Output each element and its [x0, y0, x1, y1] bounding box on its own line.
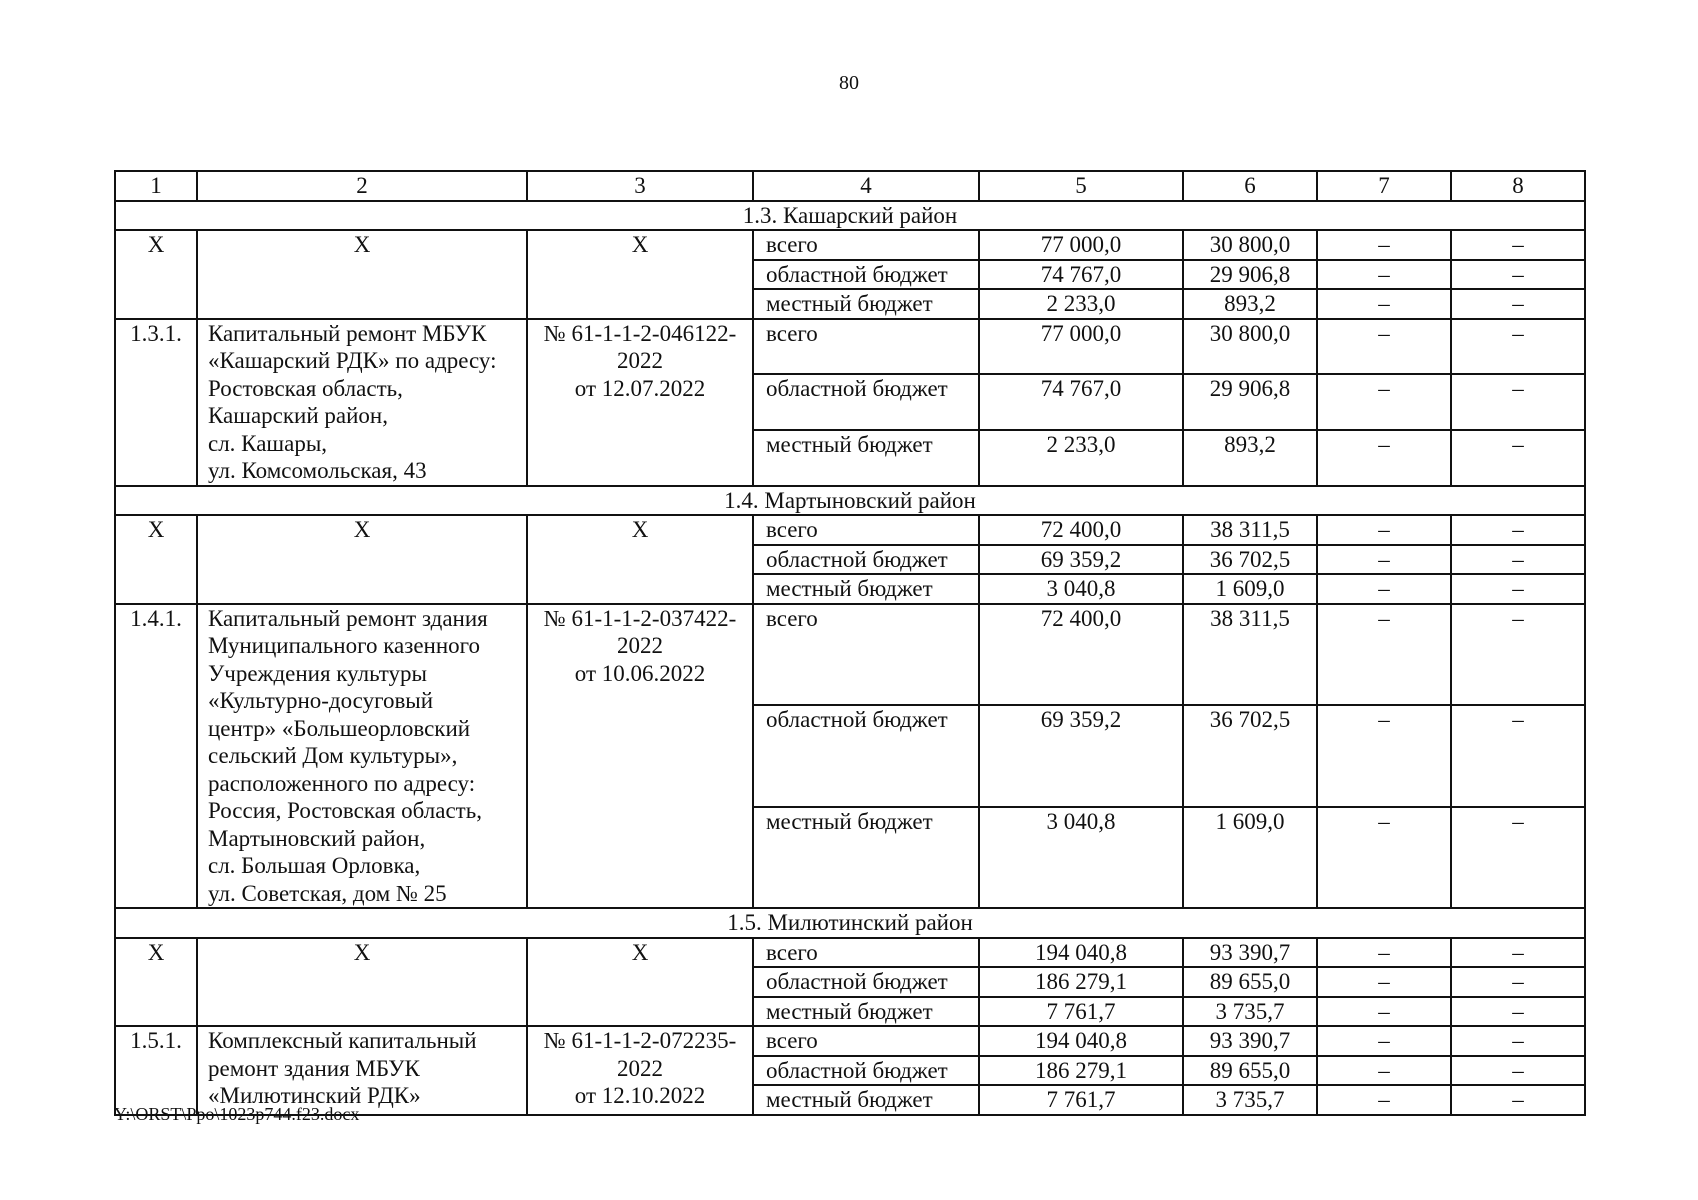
- value-col-7: –: [1317, 230, 1451, 260]
- item-document-line: от 10.06.2022: [574, 660, 706, 686]
- budget-type-label: всего: [753, 319, 979, 375]
- item-document: [527, 319, 753, 486]
- value-col-8: –: [1451, 230, 1585, 260]
- value-col-8: –: [1451, 967, 1585, 997]
- item-document-line: 2022: [617, 633, 663, 658]
- summary-number: X: [115, 515, 197, 604]
- value-col-7: –: [1317, 1085, 1451, 1115]
- budget-type-label: областной бюджет: [753, 967, 979, 997]
- value-col-7: –: [1317, 515, 1451, 545]
- value-col-7: –: [1317, 938, 1451, 968]
- value-col-7: –: [1317, 1026, 1451, 1056]
- item-name-line: центр» «Большеорловский: [208, 715, 471, 741]
- budget-type-label: местный бюджет: [753, 430, 979, 486]
- value-col-5: 3 040,8: [979, 807, 1183, 909]
- value-col-7: –: [1317, 604, 1451, 706]
- item-name-line: сл. Кашары,: [208, 430, 328, 456]
- budget-type-label: всего: [753, 230, 979, 260]
- section-header-row: [115, 908, 1585, 938]
- value-col-6: 38 311,5: [1183, 604, 1317, 706]
- value-col-6: 89 655,0: [1183, 967, 1317, 997]
- value-col-7: –: [1317, 430, 1451, 486]
- item-name-line: «Милютинский РДК»: [208, 1083, 421, 1108]
- item-document-line: № 61-1-1-2-046122-: [543, 320, 737, 346]
- budget-type-label: областной бюджет: [753, 545, 979, 575]
- value-col-8: –: [1451, 1085, 1585, 1115]
- value-col-8: –: [1451, 515, 1585, 545]
- item-name-line: Муниципального казенного: [208, 633, 481, 658]
- section-title: 1.5. Милютинский район: [115, 908, 1585, 938]
- column-number-row: [115, 171, 1585, 201]
- value-col-5: 7 761,7: [979, 1085, 1183, 1115]
- budget-type-label: областной бюджет: [753, 705, 979, 807]
- value-col-6: 89 655,0: [1183, 1056, 1317, 1086]
- item-document-line: 2022: [617, 348, 663, 373]
- budget-type-label: местный бюджет: [753, 574, 979, 604]
- summary-number: X: [115, 938, 197, 1027]
- value-col-8: –: [1451, 938, 1585, 968]
- item-number: 1.5.1.: [115, 1026, 197, 1115]
- value-col-7: –: [1317, 260, 1451, 290]
- value-col-5: 186 279,1: [979, 967, 1183, 997]
- value-col-6: 3 735,7: [1183, 997, 1317, 1027]
- item-number: 1.4.1.: [115, 604, 197, 909]
- column-number: 5: [979, 171, 1183, 201]
- section-title: 1.4. Мартыновский район: [115, 486, 1585, 516]
- value-col-6: 893,2: [1183, 289, 1317, 319]
- value-col-6: 30 800,0: [1183, 230, 1317, 260]
- item-number: 1.3.1.: [115, 319, 197, 486]
- value-col-8: –: [1451, 430, 1585, 486]
- item-name: [197, 319, 527, 486]
- value-col-7: –: [1317, 807, 1451, 909]
- summary-name: X: [197, 938, 527, 1027]
- value-col-6: 93 390,7: [1183, 1026, 1317, 1056]
- item-document-line: № 61-1-1-2-072235-: [543, 1028, 737, 1053]
- summary-row: [115, 938, 1585, 968]
- item-name-line: ул. Комсомольская, 43: [208, 458, 427, 483]
- value-col-6: 29 906,8: [1183, 374, 1317, 430]
- page-number: 80: [839, 72, 859, 94]
- value-col-5: 69 359,2: [979, 705, 1183, 807]
- value-col-6: 1 609,0: [1183, 807, 1317, 909]
- item-name-line: сл. Большая Орловка,: [208, 853, 421, 878]
- column-number: 3: [527, 171, 753, 201]
- item-name-line: Капитальный ремонт МБУК: [208, 320, 487, 346]
- item-name-line: «Кашарский РДК» по адресу:: [208, 348, 497, 373]
- value-col-8: –: [1451, 1026, 1585, 1056]
- value-col-5: 74 767,0: [979, 260, 1183, 290]
- value-col-5: 77 000,0: [979, 319, 1183, 375]
- value-col-5: 194 040,8: [979, 938, 1183, 968]
- budget-table: [114, 170, 1586, 1116]
- value-col-8: –: [1451, 705, 1585, 807]
- value-col-6: 3 735,7: [1183, 1085, 1317, 1115]
- item-name: [197, 1026, 527, 1115]
- value-col-6: 38 311,5: [1183, 515, 1317, 545]
- value-col-5: 3 040,8: [979, 574, 1183, 604]
- budget-type-label: всего: [753, 938, 979, 968]
- item-document: [527, 1026, 753, 1115]
- item-row: [115, 1026, 1585, 1056]
- budget-type-label: областной бюджет: [753, 374, 979, 430]
- footer-file-path: Y:\ORST\Ppo\1023p744.f23.docx: [114, 1104, 360, 1124]
- budget-type-label: всего: [753, 1026, 979, 1056]
- item-name-line: Ростовская область,: [208, 375, 403, 401]
- value-col-7: –: [1317, 967, 1451, 997]
- value-col-5: 2 233,0: [979, 289, 1183, 319]
- value-col-6: 893,2: [1183, 430, 1317, 486]
- item-name-line: ремонт здания МБУК: [208, 1055, 420, 1081]
- value-col-8: –: [1451, 374, 1585, 430]
- value-col-8: –: [1451, 319, 1585, 375]
- value-col-5: 186 279,1: [979, 1056, 1183, 1086]
- value-col-7: –: [1317, 997, 1451, 1027]
- section-header-row: [115, 486, 1585, 516]
- value-col-5: 77 000,0: [979, 230, 1183, 260]
- budget-type-label: всего: [753, 515, 979, 545]
- summary-row: [115, 515, 1585, 545]
- value-col-5: 74 767,0: [979, 374, 1183, 430]
- budget-type-label: областной бюджет: [753, 260, 979, 290]
- value-col-8: –: [1451, 289, 1585, 319]
- column-number: 2: [197, 171, 527, 201]
- section-title: 1.3. Кашарский район: [115, 201, 1585, 231]
- section-header-row: [115, 201, 1585, 231]
- item-name-line: Комплексный капитальный: [208, 1028, 477, 1053]
- item-name-line: расположенного по адресу:: [208, 770, 476, 796]
- value-col-8: –: [1451, 604, 1585, 706]
- value-col-8: –: [1451, 997, 1585, 1027]
- item-name-line: Кашарский район,: [208, 403, 388, 428]
- value-col-6: 93 390,7: [1183, 938, 1317, 968]
- budget-type-label: местный бюджет: [753, 807, 979, 909]
- value-col-5: 72 400,0: [979, 604, 1183, 706]
- value-col-5: 7 761,7: [979, 997, 1183, 1027]
- item-row: [115, 604, 1585, 706]
- value-col-7: –: [1317, 319, 1451, 375]
- summary-document: X: [527, 515, 753, 604]
- item-name-line: сельский Дом культуры»,: [208, 743, 458, 768]
- value-col-5: 69 359,2: [979, 545, 1183, 575]
- value-col-8: –: [1451, 1056, 1585, 1086]
- value-col-7: –: [1317, 545, 1451, 575]
- column-number: 4: [753, 171, 979, 201]
- value-col-8: –: [1451, 807, 1585, 909]
- budget-type-label: местный бюджет: [753, 1085, 979, 1115]
- item-name-line: Россия, Ростовская область,: [208, 798, 482, 823]
- value-col-5: 2 233,0: [979, 430, 1183, 486]
- summary-name: X: [197, 230, 527, 319]
- summary-name: X: [197, 515, 527, 604]
- value-col-7: –: [1317, 705, 1451, 807]
- value-col-8: –: [1451, 574, 1585, 604]
- value-col-6: 36 702,5: [1183, 545, 1317, 575]
- budget-type-label: местный бюджет: [753, 997, 979, 1027]
- item-document-line: от 12.07.2022: [574, 375, 706, 401]
- value-col-5: 194 040,8: [979, 1026, 1183, 1056]
- item-name-line: Капитальный ремонт здания: [208, 605, 488, 631]
- column-number: 6: [1183, 171, 1317, 201]
- value-col-8: –: [1451, 545, 1585, 575]
- item-document-line: 2022: [617, 1055, 663, 1081]
- value-col-7: –: [1317, 1056, 1451, 1086]
- value-col-7: –: [1317, 374, 1451, 430]
- budget-type-label: местный бюджет: [753, 289, 979, 319]
- column-number: 8: [1451, 171, 1585, 201]
- column-number: 7: [1317, 171, 1451, 201]
- value-col-6: 30 800,0: [1183, 319, 1317, 375]
- summary-document: X: [527, 938, 753, 1027]
- value-col-6: 36 702,5: [1183, 705, 1317, 807]
- item-name-line: «Культурно-досуговый: [208, 688, 434, 713]
- value-col-6: 1 609,0: [1183, 574, 1317, 604]
- item-row: [115, 319, 1585, 375]
- item-document-line: от 12.10.2022: [574, 1083, 706, 1108]
- budget-type-label: областной бюджет: [753, 1056, 979, 1086]
- value-col-8: –: [1451, 260, 1585, 290]
- item-document: [527, 604, 753, 909]
- value-col-5: 72 400,0: [979, 515, 1183, 545]
- item-document-line: № 61-1-1-2-037422-: [543, 605, 737, 631]
- value-col-6: 29 906,8: [1183, 260, 1317, 290]
- column-number: 1: [115, 171, 197, 201]
- item-name-line: Мартыновский район,: [208, 825, 426, 851]
- item-name-line: Учреждения культуры: [208, 660, 427, 686]
- summary-number: X: [115, 230, 197, 319]
- value-col-7: –: [1317, 574, 1451, 604]
- summary-row: [115, 230, 1585, 260]
- item-name: [197, 604, 527, 909]
- item-name-line: ул. Советская, дом № 25: [208, 880, 447, 906]
- summary-document: X: [527, 230, 753, 319]
- budget-type-label: всего: [753, 604, 979, 706]
- value-col-7: –: [1317, 289, 1451, 319]
